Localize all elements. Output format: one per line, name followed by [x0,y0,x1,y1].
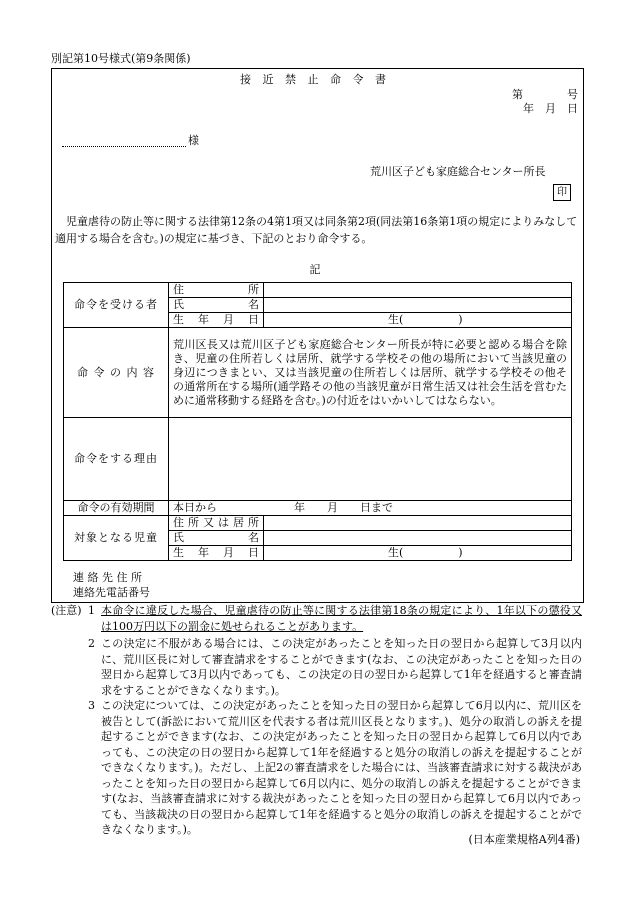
period-text: 本日から 年 月 日まで [169,501,572,516]
note-2-text: この決定に不服がある場合には、この決定があったことを知った日の翌日から起算して3月以内に、荒川区長に対して審査請求をすることができます(なお、この決定があったことを知った日の翌日から起算して3月以内であっても、この決定の日の翌日から起算して1年を経過すると審査請求をすることができなくなります。)。 [101,637,582,697]
document-title: 接 近 禁 止 命 令 書 [240,73,390,86]
contact-phone-label: 連絡先電話番号 [73,586,150,599]
ki-label: 記 [309,263,321,276]
order-table [63,282,572,561]
note-1-text: 本命令に違反した場合、児童虐待の防止等に関する法律第18条の規定により、1年以下の懲役又は100万円以下の罰金に処せられることがあります。 [101,604,582,633]
note-1-number: 1 [88,604,95,617]
notes-prefix: (注意) [51,604,82,617]
recipient-address-value [264,283,572,298]
content-text: 荒川区長又は荒川区子ども家庭総合センター所長が特に必要と認める場合を除き、児童の住所若しくは居所、就学する学校その他の場所において当該児童の身辺につきまとい、又は当該児童の住所若しくは居所、就学する学校その他その通常所在する場所(通学路その他の当該児童が日常生活又は社会生活を営むために通常移動する経路を含む。)の付近をはいかいしてはならない。 [169,328,572,418]
period-label: 命令の有効期間 [64,501,169,516]
document-date: 年 月 日 [523,102,578,115]
recipient-address-label: 住 所 [173,283,259,296]
form-header-label: 別記第10号様式(第9条関係) [51,52,191,65]
issuer-name: 荒川区子ども家庭総合センター所長 [370,165,546,178]
recipient-dob-label: 生 年 月 日 [173,313,259,326]
child-birth-value: 生( ) [388,546,463,559]
note-2-number: 2 [88,637,95,650]
child-name-label: 氏 名 [173,531,259,544]
addressee-suffix: 様 [188,134,199,147]
document-number: 第 号 [512,88,578,101]
content-label: 命 令 の 内 容 [64,328,169,418]
addressee-line [62,146,186,147]
recipient-birth-value: 生( ) [388,313,463,326]
preamble-text: 児童虐待の防止等に関する法律第12条の4第1項又は同条第2項(同法第16条第1項の規定によりみなして適用する場合を含む。)の規定に基づき、下記のとおり命令する。 [55,215,578,245]
child-address-label: 住所又は居所 [173,516,259,529]
child-address-value [264,516,572,531]
child-dob-label: 生 年 月 日 [173,546,259,559]
note-3-number: 3 [88,699,95,712]
recipient-name-value [264,298,572,313]
recipient-label: 命令を受ける者 [64,283,169,328]
recipient-name-label: 氏 名 [173,298,259,311]
reason-label: 命令をする理由 [64,418,169,501]
note-3-text: この決定については、この決定があったことを知った日の翌日から起算して6月以内に、荒川区を被告として(訴訟において荒川区を代表する者は荒川区長となります。)、処分の取消しの訴えを提起することができます(なお、この決定があったことを知った日の翌日から起算して6月以内であっても、この決定の日の翌日から起算して1年を経過すると処分の取消しの訴えを提起することができなくなります。)。ただし、上記2の審査請求をした場合には、当該審査請求に対する裁決があったことを知った日の翌日から起算して6月以内に、処分の取消しの訴えを提起することができます(なお、当該審査請求に対する裁決があったことを知った日の翌日から起算して6月以内であっても、当該裁決の日の翌日から起算して1年を経過すると処分の取消しの訴えを提起することができなくなります。)。 [101,699,582,836]
seal-stamp: 印 [553,184,571,201]
child-label: 対象となる児童 [64,516,169,561]
footer-paper-size: (日本産業規格A列4番) [468,833,580,846]
contact-address-label: 連 絡 先 住 所 [73,571,142,584]
child-name-value [264,531,572,546]
reason-value [169,418,572,501]
